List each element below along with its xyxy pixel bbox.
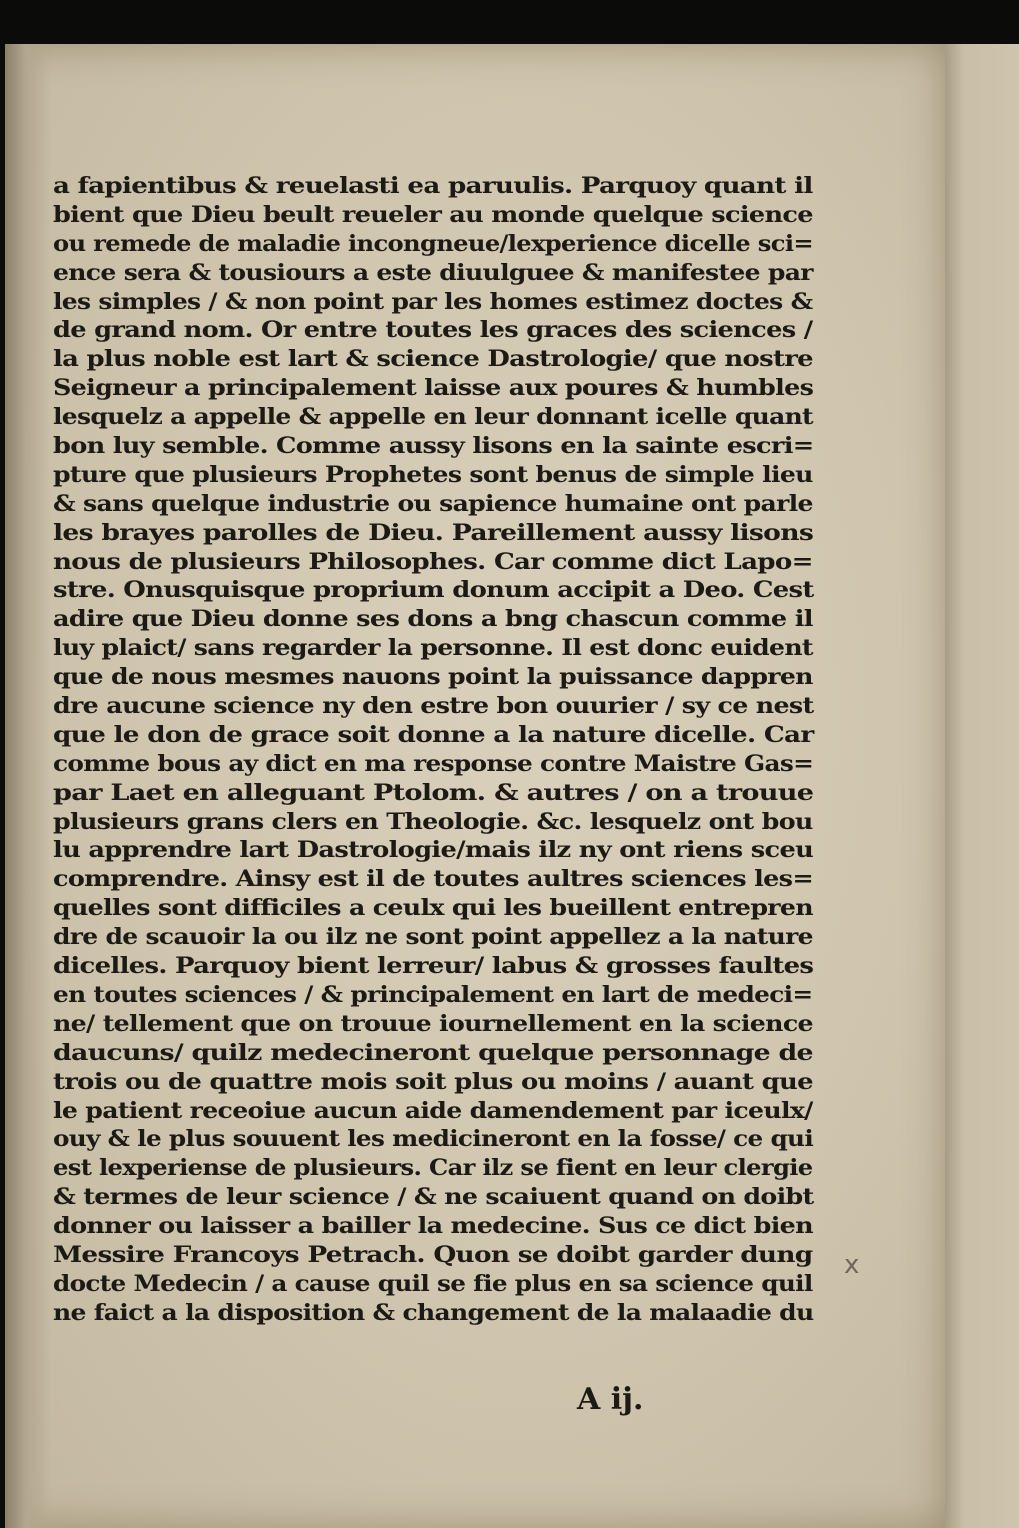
text-line: par Laet en alleguant Ptolom. & autres / on a trouue: [53, 779, 814, 806]
text-line: les simples / & non point par les homes estimez doctes &: [53, 288, 813, 315]
text-line: que le don de grace soit donne a la nature dicelle. Car: [53, 721, 814, 748]
text-line: le patient receoiue aucun aide damendement par iceulx/: [53, 1097, 813, 1124]
text-block: [53, 172, 813, 1328]
text-line: les brayes parolles de Dieu. Pareillement aussy lisons: [53, 519, 814, 546]
text-line: a fapientibus & reuelasti ea paruulis. Parquoy quant il: [53, 173, 813, 199]
text-line: lu apprendre lart Dastrologie/mais ilz ny ont riens sceu: [53, 837, 814, 864]
text-line: ne faict a la disposition & changement de la malaadie du: [53, 1299, 814, 1326]
text-line: & sans quelque industrie ou sapience humaine ont parle: [53, 490, 813, 517]
text-line: est lexperiense de plusieurs. Car ilz se fient en leur clergie: [53, 1155, 813, 1182]
text-line: donner ou laisser a bailler la medecine. Sus ce dict bien: [53, 1213, 813, 1240]
binding-gutter: [5, 44, 51, 1528]
text-line: adire que Dieu donne ses dons a bng chascun comme il: [53, 606, 813, 633]
paper-page: [5, 44, 945, 1528]
text-line: & termes de leur science / & ne scaiuent quand on doibt: [53, 1184, 814, 1211]
text-line: Seigneur a principalement laisse aux poures & humbles: [53, 375, 814, 402]
text-line: que de nous mesmes nauons point la puissance dappren: [53, 664, 813, 691]
text-line: comme bous ay dict en ma response contre Maistre Gas=: [53, 750, 814, 777]
text-line: dicelles. Parquoy bient lerreur/ labus & grosses faultes: [53, 953, 814, 980]
text-line: luy plaict/ sans regarder la personne. Il est donc euident: [53, 635, 813, 662]
text-line: lesquelz a appelle & appelle en leur donnant icelle quant: [53, 404, 813, 431]
text-line: stre. Onusquisque proprium donum accipit a Deo. Cest: [53, 577, 814, 604]
text-line: de grand nom. Or entre toutes les graces des sciences /: [53, 317, 813, 344]
text-line: bon luy semble. Comme aussy lisons en la sainte escri=: [53, 433, 814, 460]
text-line: plusieurs grans clers en Theologie. &c. lesquelz ont bou: [53, 808, 813, 835]
text-line: dre aucune science ny den estre bon ouurier / sy ce nest: [53, 693, 814, 720]
text-line: docte Medecin / a cause quil se fie plus en sa science quil: [53, 1270, 813, 1297]
text-line: quelles sont difficiles a ceulx qui les bueillent entrepren: [53, 895, 813, 922]
text-line: la plus noble est lart & science Dastrologie/ que nostre: [53, 346, 813, 373]
margin-mark: x: [844, 1250, 860, 1280]
text-line: pture que plusieurs Prophetes sont benus de simple lieu: [53, 461, 813, 488]
text-line: en toutes sciences / & principalement en lart de medeci=: [53, 981, 813, 1008]
text-line: comprendre. Ainsy est il de toutes aultres sciences les=: [53, 866, 814, 893]
text-line: bient que Dieu beult reueler au monde quelque science: [53, 201, 813, 228]
text-line: ne/ tellement que on trouue iournellement en la science: [53, 1010, 813, 1037]
signature-mark: A ij.: [577, 1382, 644, 1417]
text-line: daucuns/ quilz medecineront quelque personnage de: [53, 1039, 813, 1066]
text-line: ence sera & tousiours a este diuulguee & manifestee par: [53, 259, 813, 286]
text-line: nous de plusieurs Philosophes. Car comme dict Lapo=: [53, 548, 813, 575]
text-line: dre de scauoir la ou ilz ne sont point appellez a la nature: [53, 924, 813, 951]
text-line: trois ou de quattre mois soit plus ou moins / auant que: [53, 1068, 813, 1095]
text-line: Messire Francoys Petrach. Quon se doibt garder dung: [53, 1241, 813, 1268]
text-line: ouy & le plus souuent les medicineront en la fosse/ ce qui: [53, 1126, 814, 1153]
page-edge: [945, 44, 1019, 1528]
text-line: ou remede de maladie incongneue/lexperience dicelle sci=: [53, 230, 813, 257]
